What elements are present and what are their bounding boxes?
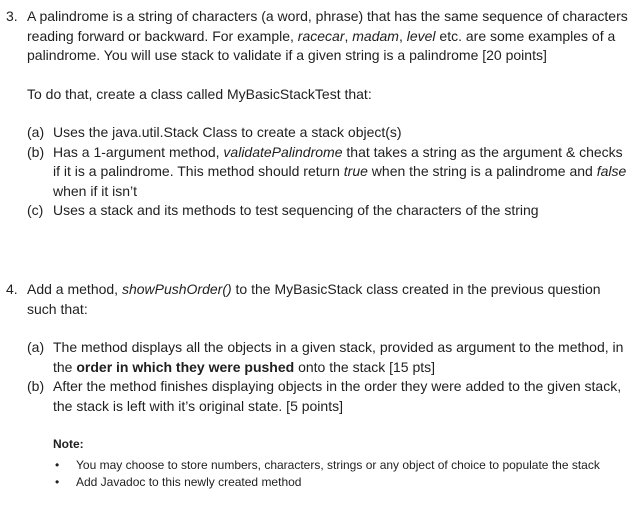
note-bullet-text: Add Javadoc to this newly created method [76,475,302,489]
item-text: Uses the java.util.Stack Class to create a stack object(s) [53,124,402,140]
item-label: (b) [27,143,45,160]
note-bullet [53,474,600,491]
question-4-number: 4. [6,281,18,297]
bullet-icon: • [55,475,60,489]
question-4 [6,280,630,416]
note-bullets [53,457,600,491]
note-section [53,436,600,491]
note-heading: Note: [53,437,84,451]
list-item [27,377,630,416]
item-label: (a) [27,124,45,140]
list-item [27,143,630,202]
bullet-icon: • [55,458,60,472]
item-label: (b) [27,378,45,394]
question-3-intro: A palindrome is a string of characters (a word, phrase) that has the same sequence of characters reading forward or backward. For example, racecar, madam, level etc. are some examples of a palindrome. You will use stack to validate if a given string is a palindrome [20 points] [27,8,628,63]
item-text: Uses a stack and its methods to test sequencing of the characters of the string [53,202,539,218]
item-label: (a) [27,339,45,355]
item-text: After the method finishes displaying objects in the order they were added to the given stack, the stack is left with it’s original state. [5 points] [53,378,622,414]
list-item [27,201,630,221]
list-item [27,338,630,377]
item-label: (c) [27,202,44,218]
item-text: Has a 1-argument method, validatePalindrome that takes a string as the argument & checks if it is a palindrome. This method should return true when the string is a palindrome and false when if it isn’t [53,143,627,199]
question-3-items [27,123,630,221]
list-item [27,123,630,143]
note-bullet-text: You may choose to store numbers, characters, strings or any object of choice to populate the stack [76,458,600,472]
item-text: The method displays all the objects in a given stack, provided as argument to the method, in the order in which they were pushed onto the stack [15 pts] [53,339,624,375]
question-3-task: To do that, create a class called MyBasicStackTest that: [27,85,372,102]
question-4-intro: Add a method, showPushOrder() to the MyBasicStack class created in the previous question such that: [27,281,601,317]
note-bullet [53,457,600,474]
question-3 [6,7,630,221]
question-4-items [27,338,630,416]
question-3-number: 3. [6,8,18,24]
